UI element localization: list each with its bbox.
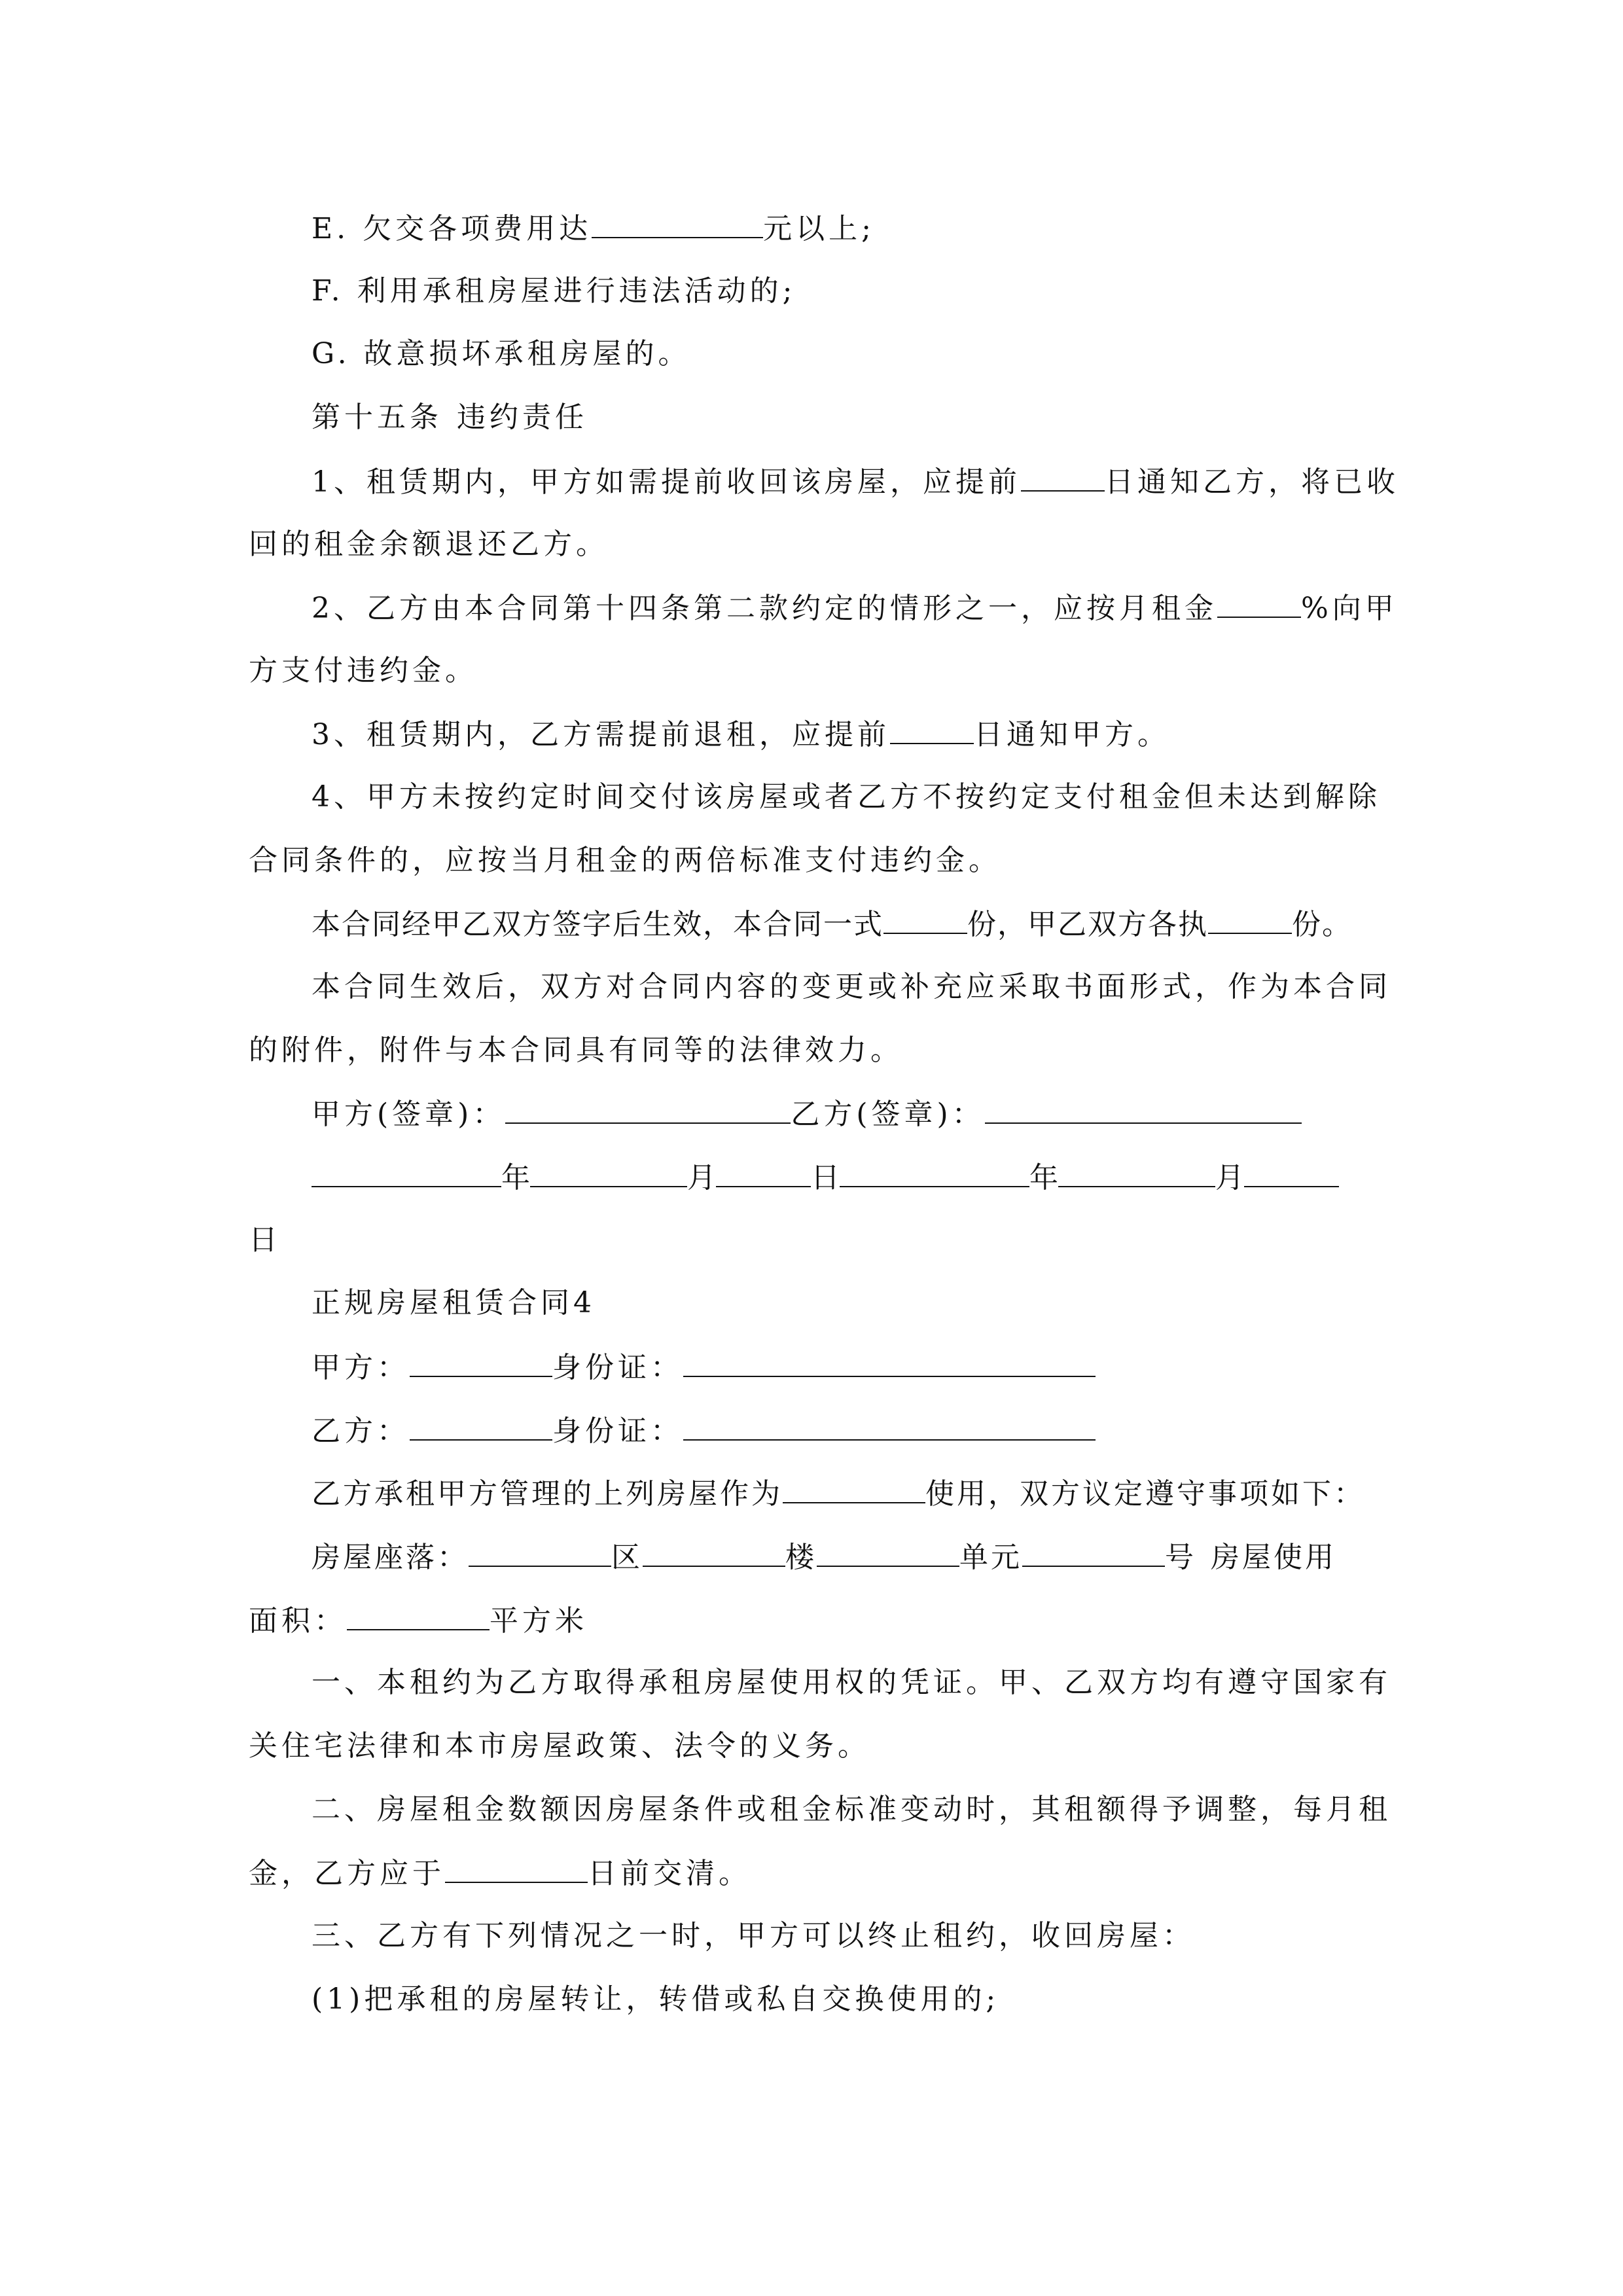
liability-2-line-1 [312,588,1398,627]
clause-g: G. 故意损坏承租房屋的。 [312,337,691,370]
district-label: 区 [611,1541,643,1574]
liability-4-line-1: 4、甲方未按约定时间交付该房屋或者乙方不按约定支付租金但未达到解除 [312,780,1381,814]
tenant-notice-days-blank[interactable] [890,714,974,744]
party-b-info [312,1410,1376,1450]
party-a-month-blank[interactable] [530,1157,687,1187]
year-label: 年 [501,1161,530,1194]
clause-e-suffix: 元以上; [763,212,875,245]
rule-3: 三、乙方有下列情况之一时，甲方可以终止租约，收回房屋： [312,1919,1195,1952]
party-b-name-blank[interactable] [410,1410,552,1441]
unit-blank[interactable] [817,1537,959,1567]
payment-day-blank[interactable] [445,1853,588,1883]
party-a-id-label: 身份证： [552,1351,683,1384]
day-label: 日 [811,1161,840,1194]
copies-clause [312,904,1376,943]
party-b-month-blank[interactable] [1058,1157,1215,1187]
each-party-copies-blank[interactable] [1208,904,1292,934]
article-title: 违约责任 [457,401,588,434]
liability-3 [312,714,1376,753]
location-label: 房屋座落： [312,1541,469,1574]
party-a-name-blank[interactable] [410,1347,552,1377]
rule-2-line-2 [249,1853,1376,1892]
clause-e-text: E. 欠交各项费用达 [312,212,592,245]
building-blank[interactable] [643,1537,785,1567]
liability-1-line-2: 回的租金余额退还乙方。 [249,528,609,561]
clause-e [312,208,1376,247]
party-a-seal-label: 甲方(签章)： [312,1098,506,1131]
district-blank[interactable] [469,1537,611,1567]
area-blank[interactable] [347,1600,490,1630]
area-unit: 平方米 [490,1604,588,1638]
liability-1-text: 1、租赁期内，甲方如需提前收回该房屋，应提前 [312,465,1021,499]
signature-line [312,1094,1376,1133]
party-b-id-blank[interactable] [683,1410,1096,1441]
location-line [312,1537,1376,1576]
party-a-info [312,1347,1376,1386]
effect-clause-line-2: 的附件，附件与本合同具有同等的法律效力。 [249,1033,903,1067]
copies-text: 本合同经甲乙双方签字后生效，本合同一式 [312,908,883,941]
amount-blank[interactable] [592,208,763,238]
usage-text: 乙方承租甲方管理的上列房屋作为 [312,1477,783,1511]
rule-3-item-1: (1)把承租的房屋转让，转借或私自交换使用的; [312,1982,1000,2016]
party-b-day-blank[interactable] [1244,1157,1339,1187]
date-line [312,1157,1376,1196]
usage-text-cont: 使用，双方议定遵守事项如下： [925,1477,1365,1511]
party-a-id-blank[interactable] [683,1347,1096,1377]
article-number: 第十五条 [312,401,442,434]
copies-text-end: 份。 [1292,908,1352,941]
party-a-year-blank[interactable] [312,1157,501,1187]
rule-2-text-cont: 日前交清。 [588,1857,751,1890]
party-b-seal-blank[interactable] [985,1094,1302,1124]
area-line [249,1600,1376,1640]
rule-2-text: 金，乙方应于 [249,1857,445,1890]
party-a-label: 甲方： [312,1351,410,1384]
area-label: 面积： [249,1604,347,1638]
notice-days-blank[interactable] [1021,461,1105,492]
penalty-percent-blank[interactable] [1217,588,1301,618]
liability-3-text: 3、租赁期内，乙方需提前退租，应提前 [312,718,890,751]
party-b-seal-label: 乙方(签章)： [791,1098,985,1131]
party-b-id-label: 身份证： [552,1414,683,1448]
effect-clause-line-1: 本合同生效后，双方对合同内容的变更或补充应采取书面形式，作为本合同 [312,970,1391,1003]
usage-purpose-blank[interactable] [783,1473,925,1503]
liability-2-text-cont: %向甲 [1301,592,1398,625]
party-b-label: 乙方： [312,1414,410,1448]
liability-2-line-2: 方支付违约金。 [249,654,478,687]
party-a-day-blank[interactable] [716,1157,811,1187]
liability-4-line-2: 合同条件的，应按当月租金的两倍标准支付违约金。 [249,844,1001,877]
usage-area-label: 房屋使用 [1211,1541,1336,1574]
number-label: 号 [1165,1541,1196,1574]
building-label: 楼 [785,1541,817,1574]
contract-4-title: 正规房屋租赁合同4 [312,1286,596,1319]
date-line-tail: 日 [249,1223,281,1257]
party-b-year-blank[interactable] [840,1157,1029,1187]
clause-f: F. 利用承租房屋进行违法活动的; [312,274,796,308]
unit-label: 单元 [959,1541,1022,1574]
liability-1-line-1 [312,461,1399,501]
month-label: 月 [687,1161,716,1194]
liability-1-text-cont: 日通知乙方，将已收 [1105,465,1399,499]
total-copies-blank[interactable] [883,904,967,934]
copies-text-cont: 份，甲乙双方各执 [967,908,1208,941]
rule-1-line-2: 关住宅法律和本市房屋政策、法令的义务。 [249,1729,870,1763]
rule-2-line-1: 二、房屋租金数额因房屋条件或租金标准变动时，其租额得予调整，每月租 [312,1793,1391,1826]
article-15-heading [312,398,1376,437]
year-label: 年 [1029,1161,1058,1194]
liability-2-text: 2、乙方由本合同第十四条第二款约定的情形之一，应按月租金 [312,592,1217,625]
rule-1-line-1: 一、本租约为乙方取得承租房屋使用权的凭证。甲、乙双方均有遵守国家有 [312,1666,1391,1699]
liability-3-text-cont: 日通知甲方。 [974,718,1170,751]
usage-line [312,1473,1376,1513]
party-a-seal-blank[interactable] [505,1094,791,1124]
number-blank[interactable] [1022,1537,1165,1567]
month-label: 月 [1215,1161,1244,1194]
